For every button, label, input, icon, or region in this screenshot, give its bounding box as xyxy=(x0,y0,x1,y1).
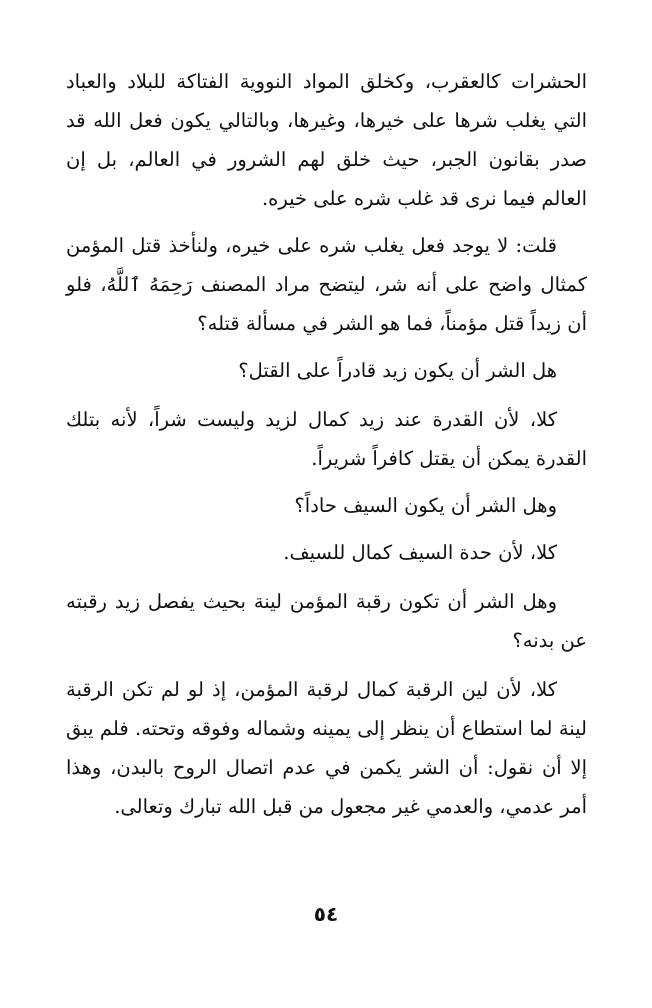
paragraph-3: هل الشر أن يكون زيد قادراً على القتل؟ xyxy=(238,359,557,382)
paragraph-2: قلت: لا يوجد فعل يغلب شره على خيره، ولنأخذ قتل المؤمن كمثال واضح على أنه شر، ليتضح مراد المصنف رَحِمَهُ ٱللَّهُ، فلو أن زيداً قتل مؤمناً، فما هو الشر في مسألة قتله؟ xyxy=(66,234,587,335)
paragraph-5: وهل الشر أن يكون السيف حاداً؟ xyxy=(294,494,557,517)
paragraph-4: كلا، لأن القدرة عند زيد كمال لزيد وليست شراً، لأنه بتلك القدرة يمكن أن يقتل كافراً شريراً. xyxy=(66,408,587,470)
paragraph-6: كلا، لأن حدة السيف كمال للسيف. xyxy=(283,541,557,564)
paragraph-8: كلا، لأن لين الرقبة كمال لرقبة المؤمن، إذ لو لم تكن الرقبة لينة لما استطاع أن ينظر إلى يمينه وشماله وفوقه وتحته. فلم يبق إلا أن نقول: أن الشر يكمن في عدم اتصال الروح بالبدن، وهذا أمر عدمي، والعدمي غير مجعول من قبل الله تبارك وتعالى. xyxy=(66,678,587,818)
page-text xyxy=(66,62,587,826)
page-number: ٥٤ xyxy=(313,902,339,926)
paragraph-7: وهل الشر أن تكون رقبة المؤمن لينة بحيث يفصل زيد رقبته عن بدنه؟ xyxy=(66,590,587,652)
paragraph-1: الحشرات كالعقرب، وكخلق المواد النووية الفتاكة للبلاد والعباد التي يغلب شرها على خيرها، وغيرها، وبالتالي يكون فعل الله قد صدر بقانون الجبر، حيث خلق لهم الشرور في العالم، بل إن العالم فيما نرى قد غلب شره على خيره. xyxy=(66,70,587,210)
